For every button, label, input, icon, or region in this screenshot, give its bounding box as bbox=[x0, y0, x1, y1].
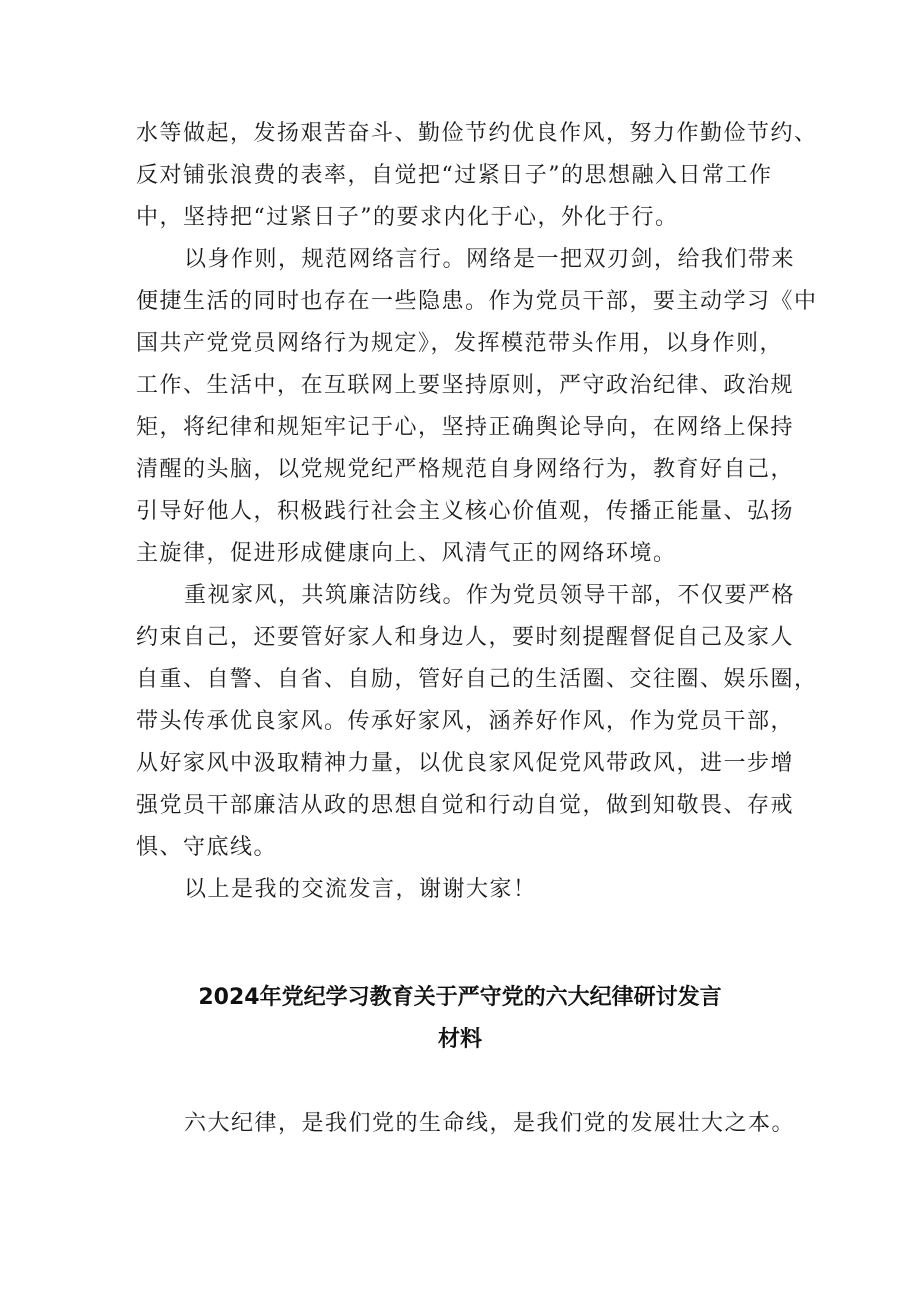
paragraph-line: 自重、自警、自省、自励，管好自己的生活圈、交往圈、娱乐圈， bbox=[136, 667, 818, 692]
paragraph-first-line: 六大纪律，是我们党的生命线，是我们党的发展壮大之本。 bbox=[184, 1111, 796, 1136]
paragraph-line: 从好家风中汲取精神力量，以优良家风促党风带政风，进一步增 bbox=[136, 751, 795, 776]
paragraph-first-line: 重视家风，共筑廉洁防线。作为党员领导干部，不仅要严格 bbox=[184, 583, 796, 608]
paragraph-line: 约束自己，还要管好家人和身边人，要时刻提醒督促自己及家人 bbox=[136, 625, 795, 650]
document-title-continued: 材料 bbox=[437, 1027, 482, 1052]
document-title: 2024年党纪学习教育关于严守党的六大纪律研讨发言 bbox=[198, 985, 722, 1010]
paragraph-line: 国共产党党员网络行为规定》，发挥模范带头作用，以身作则， bbox=[136, 331, 784, 356]
paragraph-line: 矩，将纪律和规矩牢记于心，坚持正确舆论导向，在网络上保持 bbox=[136, 415, 795, 440]
paragraph-line: 反对铺张浪费的表率，自觉把“过紧日子”的思想融入日常工作 bbox=[136, 163, 773, 188]
paragraph-first-line: 以身作则，规范网络言行。网络是一把双刃剑，给我们带来 bbox=[184, 247, 796, 272]
paragraph-first-line: 以上是我的交流发言，谢谢大家！ bbox=[184, 877, 537, 902]
paragraph-line: 惧、守底线。 bbox=[136, 835, 278, 860]
paragraph-line: 工作、生活中，在互联网上要坚持原则，严守政治纪律、政治规 bbox=[136, 373, 795, 398]
paragraph-line: 便捷生活的同时也存在一些隐患。作为党员干部，要主动学习《中 bbox=[136, 289, 818, 314]
paragraph-line: 引导好他人，积极践行社会主义核心价值观，传播正能量、弘扬 bbox=[136, 499, 795, 524]
paragraph-line: 清醒的头脑，以党规党纪严格规范自身网络行为，教育好自己， bbox=[136, 457, 795, 482]
paragraph-line: 水等做起，发扬艰苦奋斗、勤俭节约优良作风，努力作勤俭节约、 bbox=[136, 121, 818, 146]
paragraph-line: 带头传承优良家风。传承好家风，涵养好作风，作为党员干部， bbox=[136, 709, 795, 734]
paragraph-line: 强党员干部廉洁从政的思想自觉和行动自觉，做到知敬畏、存戒 bbox=[136, 793, 795, 818]
paragraph-line: 主旋律，促进形成健康向上、风清气正的网络环境。 bbox=[136, 541, 677, 566]
paragraph-line: 中，坚持把“过紧日子”的要求内化于心，外化于行。 bbox=[136, 205, 679, 230]
